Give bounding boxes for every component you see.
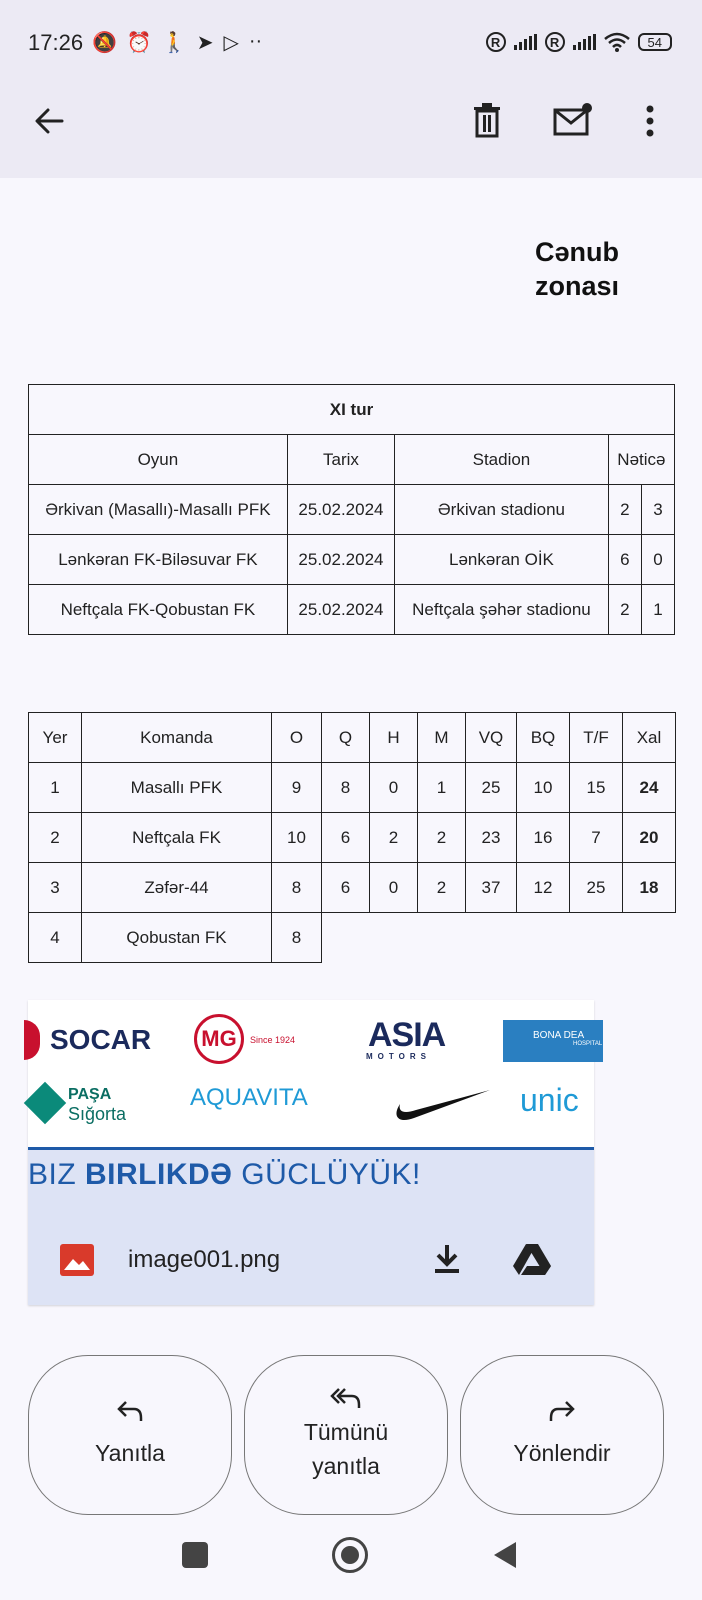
asia-logo: ASIA [368,1016,446,1054]
cell-draws: 0 [370,863,418,913]
cell-goals-against: 12 [517,863,570,913]
table-row [29,913,676,963]
attachment-row [28,1210,594,1305]
header-losses: M [418,713,466,763]
cell-draws: 0 [370,763,418,813]
cell-date: 25.02.2024 [287,585,394,635]
aquavita-logo: AQUAVITA [190,1084,308,1111]
header-goal-diff: T/F [570,713,623,763]
bona-dea-logo [503,1020,603,1062]
empty-cell [322,913,676,963]
cell-away-score: 1 [641,585,674,635]
back-triangle-icon[interactable] [492,1540,518,1570]
more-notifications-icon: ·· [248,30,263,52]
cell-played: 8 [272,913,322,963]
zone-title-line1: Cənub [535,237,619,267]
cell-game: Lənkəran FK-Biləsuvar FK [29,535,288,585]
mail-unread-icon[interactable] [553,102,593,136]
status-system-icons [486,32,672,52]
header-team: Komanda [82,713,272,763]
walking-icon: 🚶 [161,32,187,54]
table-row [29,385,675,435]
roaming-icon: R [486,32,506,52]
header-points: Xal [623,713,676,763]
cell-team: Neftçala FK [82,813,272,863]
cell-game: Neftçala FK-Qobustan FK [29,585,288,635]
cell-points: 20 [623,813,676,863]
cell-losses: 2 [418,813,466,863]
zone-title [535,235,619,303]
header-game: Oyun [29,435,288,485]
download-icon[interactable] [433,1243,461,1275]
cell-draws: 2 [370,813,418,863]
roaming-icon-2: R [545,32,565,52]
signal-icon-2 [573,34,596,50]
cell-wins: 6 [322,813,370,863]
slogan-prefix: BIZ [28,1158,77,1191]
socar-logo: SOCAR [50,1024,152,1055]
table-row [29,535,675,585]
back-arrow-icon[interactable] [32,104,66,138]
status-time: 17:26 [28,30,84,55]
table-header-row [29,713,676,763]
table-row [29,763,676,813]
table-row [29,863,676,913]
cell-place: 3 [29,863,82,913]
cell-away-score: 0 [641,535,674,585]
cell-played: 9 [272,763,322,813]
sponsor-banner-attachment[interactable] [28,1000,603,1305]
pasha-sigorta-text: Sığorta [68,1104,127,1124]
recents-square-icon[interactable] [182,1542,208,1568]
mg-since-text: Since 1924 [250,1035,296,1045]
signal-icon [514,34,537,50]
fixtures-table [28,384,675,635]
unicef-logo: unic [520,1082,579,1118]
cell-place: 2 [29,813,82,863]
cell-losses: 1 [418,763,466,813]
header-stadium: Stadion [395,435,609,485]
message-actions [28,1355,676,1520]
top-app-bar [0,86,702,178]
cell-place: 4 [29,913,82,963]
cell-goals-for: 23 [466,813,517,863]
system-nav-bar [0,1520,702,1600]
table-row [29,813,676,863]
round-label: XI tur [29,385,675,435]
bona-dea-text: BONA DEA [533,1030,585,1041]
header-goals-for: VQ [466,713,517,763]
reply-all-label-line1: Tümünü [303,1419,389,1445]
cell-goal-diff: 25 [570,863,623,913]
cell-goals-against: 10 [517,763,570,813]
home-circle-icon[interactable] [332,1537,368,1573]
bona-dea-hospital-text: HOSPITAL [573,1041,603,1047]
banner-slogan [28,1158,421,1192]
sponsor-logos [28,1000,603,1150]
cell-stadium: Lənkəran OİK [395,535,609,585]
cell-wins: 8 [322,763,370,813]
cell-goals-for: 25 [466,763,517,813]
nike-swoosh-icon [392,1086,492,1126]
cell-points: 24 [623,763,676,813]
cell-losses: 2 [418,863,466,913]
trash-icon[interactable] [472,102,502,138]
image-file-icon [60,1244,94,1276]
pasha-star-icon [24,1082,66,1124]
cell-home-score: 2 [608,485,641,535]
battery-indicator: 54 [638,33,672,51]
header-goals-against: BQ [517,713,570,763]
slogan-suffix: GÜCLÜYÜK! [241,1158,421,1191]
status-notification-icons [92,30,262,55]
forward-button[interactable] [460,1355,664,1515]
cell-stadium: Neftçala şəhər stadionu [395,585,609,635]
cell-team: Zəfər-44 [82,863,272,913]
socar-flame-icon [24,1020,40,1060]
pasha-logo: PAŞA [68,1086,112,1103]
mute-icon: 🔕 [92,32,117,54]
header-result: Nəticə [608,435,674,485]
home-dot [341,1546,359,1564]
header-place: Yer [29,713,82,763]
wifi-icon [604,32,630,52]
standings-table [28,712,676,963]
header-played: O [272,713,322,763]
table-header-row [29,435,675,485]
play-icon: ▷ [223,32,239,54]
alarm-icon: ⏰ [126,32,152,54]
reply-button[interactable] [28,1355,232,1515]
header-wins: Q [322,713,370,763]
cell-points: 18 [623,863,676,913]
header-date: Tarix [287,435,394,485]
cell-wins: 6 [322,863,370,913]
reply-all-label-line2: yanıtla [312,1453,380,1479]
forward-icon [548,1400,576,1422]
zone-title-line2: zonası [535,271,620,301]
cell-away-score: 3 [641,485,674,535]
cell-home-score: 2 [608,585,641,635]
forward-label: Yönlendir [513,1440,611,1466]
cell-place: 1 [29,763,82,813]
google-drive-icon[interactable] [512,1242,552,1276]
header-draws: H [370,713,418,763]
cell-team: Qobustan FK [82,913,272,963]
reply-all-icon [330,1387,362,1409]
banner-divider [28,1147,594,1150]
reply-icon [116,1400,144,1422]
attachment-file-name: image001.png [128,1246,281,1273]
reply-all-button[interactable] [244,1355,448,1515]
cell-home-score: 6 [608,535,641,585]
slogan-bold: BIRLIKDƏ [85,1158,233,1191]
status-bar [0,0,702,86]
cell-date: 25.02.2024 [287,485,394,535]
table-row [29,485,675,535]
cell-stadium: Ərkivan stadionu [395,485,609,535]
cell-goals-for: 37 [466,863,517,913]
cell-goal-diff: 7 [570,813,623,863]
cell-goal-diff: 15 [570,763,623,813]
asia-motors-text: MOTORS [366,1052,431,1061]
telegram-icon: ➤ [196,32,214,54]
cell-played: 10 [272,813,322,863]
cell-game: Ərkivan (Masallı)-Masallı PFK [29,485,288,535]
more-vert-icon[interactable] [645,104,655,138]
cell-date: 25.02.2024 [287,535,394,585]
reply-label: Yanıtla [95,1440,165,1466]
cell-team: Masallı PFK [82,763,272,813]
mg-logo: MG [194,1014,244,1064]
cell-goals-against: 16 [517,813,570,863]
table-row [29,585,675,635]
cell-played: 8 [272,863,322,913]
